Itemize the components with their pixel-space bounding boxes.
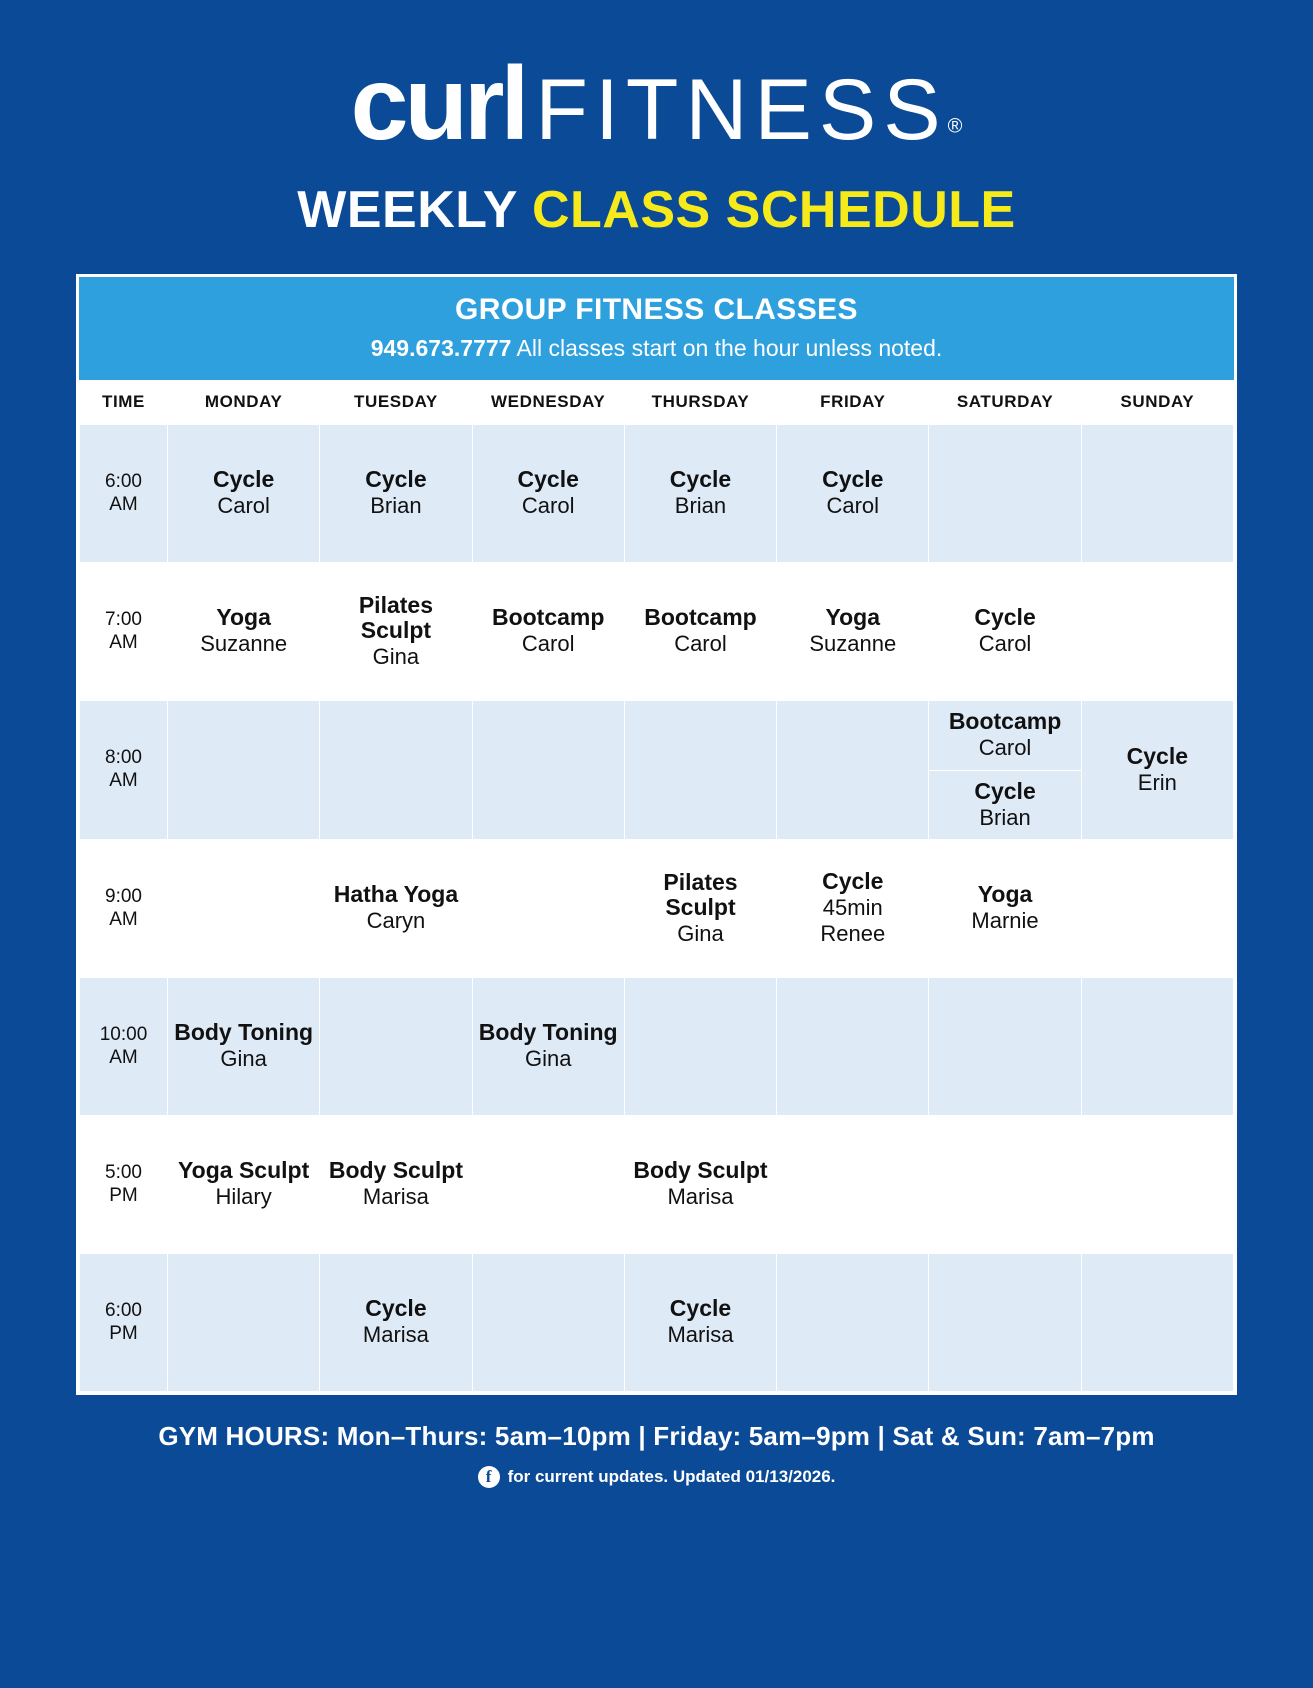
- class-name: Body Toning: [174, 1019, 314, 1046]
- class-cell[interactable]: [929, 701, 1080, 770]
- class-instructor: Carol: [978, 735, 1032, 761]
- row-time-period: AM: [109, 770, 138, 791]
- table-row: [80, 978, 1234, 1116]
- class-cell-empty: [472, 840, 624, 978]
- row-time-hour: 6:00: [105, 1299, 142, 1321]
- class-name: Body Sculpt: [633, 1157, 768, 1184]
- class-cell[interactable]: [320, 1116, 472, 1254]
- page-title: [76, 180, 1237, 240]
- class-instructor: Marisa: [362, 1184, 429, 1210]
- class-name: Cycle: [822, 466, 884, 493]
- class-cell[interactable]: [929, 840, 1081, 978]
- table-row: [80, 1254, 1234, 1392]
- column-header-tuesday: TUESDAY: [320, 380, 472, 425]
- class-instructor: 45min Renee: [820, 894, 886, 947]
- column-header-thursday: THURSDAY: [624, 380, 776, 425]
- class-cell[interactable]: [320, 840, 472, 978]
- class-cell[interactable]: [472, 978, 624, 1116]
- class-cell-empty: [1081, 978, 1233, 1116]
- class-instructor: Marisa: [667, 1184, 734, 1210]
- card-header-subtitle: [89, 335, 1224, 362]
- class-cell-empty: [320, 978, 472, 1116]
- class-cell-empty: [929, 1116, 1081, 1254]
- row-time-period: AM: [109, 493, 138, 515]
- class-name: Cycle: [365, 1295, 427, 1322]
- class-name: Yoga Sculpt: [178, 1157, 310, 1184]
- class-cell[interactable]: [929, 563, 1081, 701]
- card-header: [79, 277, 1234, 380]
- class-instructor: Suzanne: [809, 631, 897, 657]
- class-instructor: Carol: [217, 493, 270, 519]
- row-time-hour: 9:00: [105, 885, 142, 907]
- row-time: [80, 978, 168, 1116]
- footer-updates: [76, 1466, 1237, 1488]
- gym-hours: GYM HOURS: Mon–Thurs: 5am–10pm | Friday: 5am–9pm | Sat & Sun: 7am–7pm: [158, 1421, 1155, 1451]
- class-name: Cycle: [517, 466, 579, 493]
- class-cell-empty: [472, 1254, 624, 1392]
- class-instructor: Brian: [370, 493, 422, 519]
- table-row: [80, 840, 1234, 978]
- class-instructor: Carol: [521, 631, 575, 657]
- class-name: Yoga: [977, 881, 1033, 908]
- column-header-monday: MONDAY: [168, 380, 320, 425]
- class-name: Cycle: [669, 466, 732, 493]
- class-instructor: Suzanne: [200, 631, 288, 657]
- class-name: Cycle: [974, 777, 1036, 804]
- class-name: Pilates Sculpt: [663, 868, 738, 921]
- table-header-row: [80, 380, 1234, 425]
- row-time: [80, 840, 168, 978]
- class-cell-empty: [1081, 1116, 1233, 1254]
- class-cell[interactable]: [472, 425, 624, 563]
- row-time: [80, 1254, 168, 1392]
- class-cell[interactable]: [624, 425, 776, 563]
- class-instructor: Carol: [826, 493, 880, 519]
- class-cell-empty: [1081, 840, 1233, 978]
- class-cell[interactable]: [168, 425, 320, 563]
- class-cell[interactable]: [777, 563, 929, 701]
- class-cell[interactable]: [320, 563, 472, 701]
- class-cell[interactable]: [624, 1254, 776, 1392]
- facebook-icon[interactable]: f: [478, 1466, 500, 1488]
- row-time-period: AM: [109, 1046, 138, 1068]
- class-instructor: Carol: [674, 631, 727, 657]
- class-name: Pilates Sculpt: [358, 591, 433, 644]
- table-row: [80, 563, 1234, 701]
- class-name: Bootcamp: [644, 604, 757, 631]
- class-cell[interactable]: [320, 1254, 472, 1392]
- table-row: [80, 425, 1234, 563]
- registered-trademark-icon: ®: [947, 115, 963, 138]
- class-name: Yoga: [825, 604, 881, 631]
- class-cell-empty: [1081, 1254, 1233, 1392]
- class-cell-empty: [472, 701, 624, 840]
- class-name: Cycle: [974, 604, 1036, 631]
- class-cell[interactable]: [624, 840, 776, 978]
- table-row: [80, 701, 1234, 840]
- class-instructor: Marnie: [971, 908, 1039, 934]
- class-cell[interactable]: [168, 563, 320, 701]
- footer: [76, 1421, 1237, 1488]
- class-instructor: Caryn: [366, 908, 426, 934]
- class-instructor: Gina: [524, 1046, 572, 1072]
- class-name: Bootcamp: [491, 604, 605, 631]
- class-cell[interactable]: [472, 563, 624, 701]
- row-time-hour: 5:00: [105, 1161, 142, 1183]
- card-header-note: All classes start on the hour unless noted.: [511, 335, 943, 361]
- page-title-part1: WEEKLY: [297, 181, 532, 239]
- class-name: Cycle: [669, 1295, 732, 1322]
- row-time-hour: 10:00: [99, 1023, 148, 1045]
- class-cell-empty: [1081, 563, 1233, 701]
- column-header-wednesday: WEDNESDAY: [472, 380, 624, 425]
- brand-logo: [76, 0, 1237, 162]
- phone-number[interactable]: 949.673.7777: [370, 335, 512, 361]
- brand-word-fitness: FITNESS: [535, 62, 948, 158]
- class-cell-empty: [624, 978, 776, 1116]
- class-instructor: Erin: [1137, 769, 1177, 795]
- class-cell-empty: [777, 701, 929, 840]
- class-cell[interactable]: [168, 1116, 320, 1254]
- class-name: Cycle: [1126, 742, 1189, 769]
- class-cell-empty: [929, 978, 1081, 1116]
- class-cell-empty: [168, 840, 320, 978]
- class-name: Cycle: [822, 868, 884, 895]
- class-name: Cycle: [212, 466, 275, 493]
- class-name: Hatha Yoga: [333, 881, 459, 908]
- class-instructor: Gina: [677, 921, 724, 947]
- row-time: [80, 701, 168, 840]
- row-time: [80, 563, 168, 701]
- class-cell-empty: [168, 1254, 320, 1392]
- schedule-card: [76, 274, 1237, 1395]
- class-name: Bootcamp: [948, 708, 1062, 735]
- class-instructor: Hilary: [215, 1184, 272, 1210]
- card-header-title: GROUP FITNESS CLASSES: [455, 293, 858, 326]
- class-name: Cycle: [365, 466, 427, 493]
- class-cell-empty: [472, 1116, 624, 1254]
- row-time-hour: 6:00: [105, 470, 142, 492]
- row-time: [80, 1116, 168, 1254]
- class-cell-split[interactable]: [929, 701, 1081, 840]
- row-time-period: AM: [109, 908, 138, 930]
- page-title-part2: CLASS SCHEDULE: [531, 181, 1016, 239]
- row-time-hour: 7:00: [105, 608, 142, 630]
- class-cell[interactable]: [777, 840, 929, 978]
- row-time: [80, 425, 168, 563]
- class-instructor: Brian: [979, 804, 1031, 830]
- class-cell[interactable]: [624, 563, 776, 701]
- row-time-period: AM: [109, 631, 138, 653]
- column-header-sunday: SUNDAY: [1081, 380, 1233, 425]
- class-cell-empty: [320, 701, 472, 840]
- row-time-hour: 8:00: [105, 747, 142, 769]
- class-cell[interactable]: [777, 425, 929, 563]
- class-cell[interactable]: [929, 770, 1080, 839]
- class-cell-empty: [929, 1254, 1081, 1392]
- column-header-friday: FRIDAY: [777, 380, 929, 425]
- row-time-period: PM: [109, 1322, 138, 1344]
- class-cell-empty: [929, 425, 1081, 563]
- class-cell-empty: [777, 1254, 929, 1392]
- class-instructor: Marisa: [362, 1322, 429, 1348]
- column-header-time: TIME: [80, 380, 168, 425]
- class-cell[interactable]: [624, 1116, 776, 1254]
- class-instructor: Carol: [521, 493, 575, 519]
- table-body: [80, 425, 1234, 1392]
- class-instructor: Brian: [674, 493, 727, 519]
- class-instructor: Gina: [220, 1046, 267, 1072]
- class-cell-empty: [168, 701, 320, 840]
- class-name: Body Sculpt: [328, 1157, 463, 1184]
- class-name: Body Toning: [478, 1019, 618, 1046]
- table-row: [80, 1116, 1234, 1254]
- footer-updates-text: for current updates. Updated 01/13/2026.: [507, 1467, 836, 1486]
- schedule-table: [79, 380, 1234, 1392]
- class-cell-empty: [777, 978, 929, 1116]
- class-instructor: Gina: [372, 644, 420, 670]
- class-name: Yoga: [216, 604, 271, 631]
- column-header-saturday: SATURDAY: [929, 380, 1081, 425]
- class-cell-empty: [777, 1116, 929, 1254]
- class-instructor: Marisa: [667, 1322, 734, 1348]
- class-cell-empty: [1081, 425, 1233, 563]
- brand-word-curl: curl: [350, 46, 526, 162]
- table-header: [80, 380, 1234, 425]
- class-cell[interactable]: [168, 978, 320, 1116]
- class-cell[interactable]: [320, 425, 472, 563]
- class-cell[interactable]: [1081, 701, 1233, 840]
- class-cell-empty: [624, 701, 776, 840]
- class-instructor: Carol: [978, 631, 1032, 657]
- row-time-period: PM: [109, 1184, 138, 1206]
